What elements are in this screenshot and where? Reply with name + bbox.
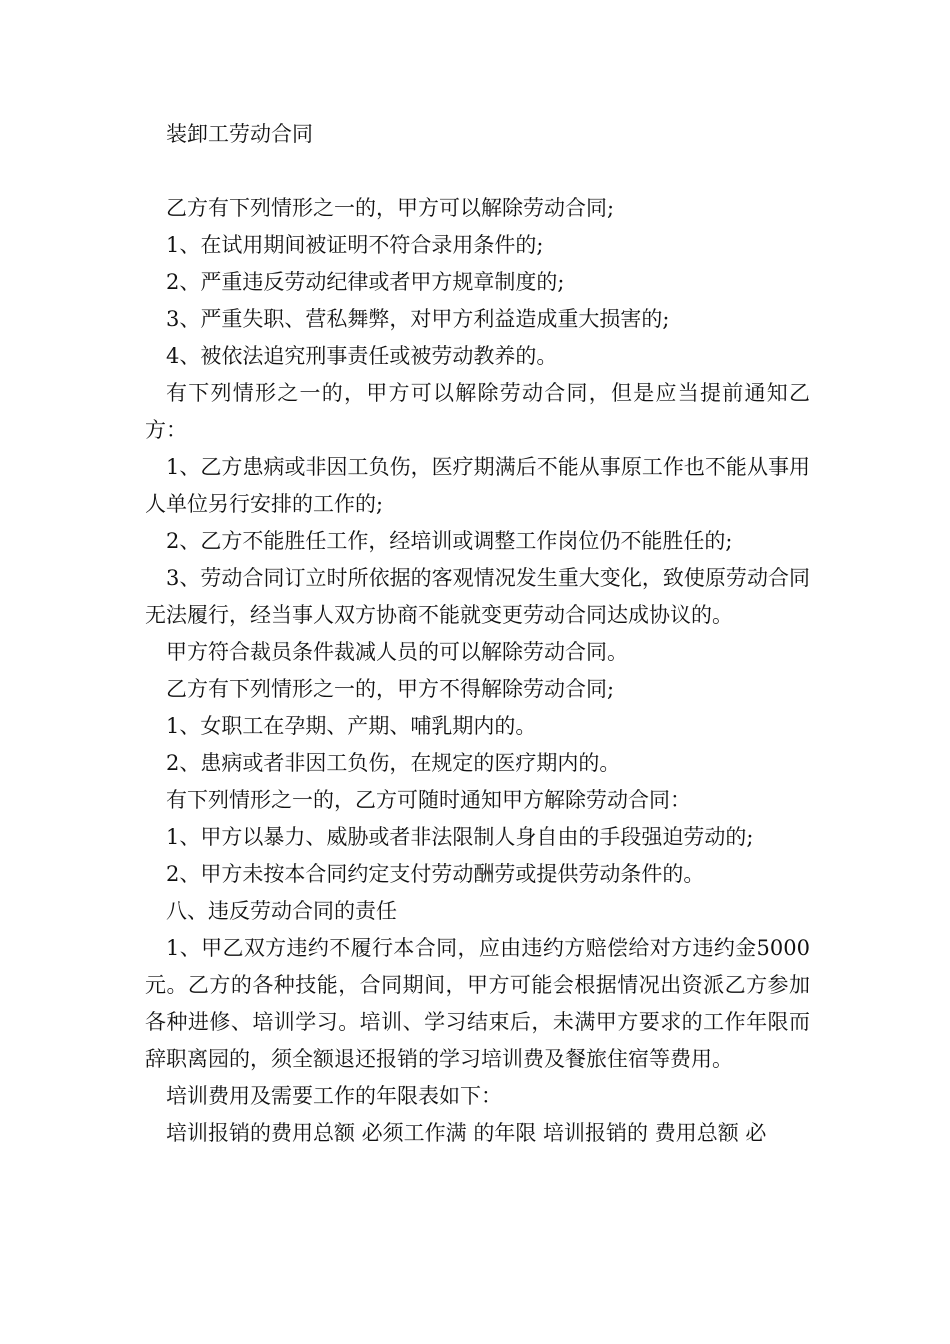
paragraph-10: 甲方符合裁员条件裁减人员的可以解除劳动合同。 [166, 640, 628, 664]
paragraph-19: 培训费用及需要工作的年限表如下： [166, 1084, 502, 1108]
paragraph-4: 3、严重失职、营私舞弊，对甲方利益造成重大损害的; [166, 307, 670, 331]
paragraph-3: 2、严重违反劳动纪律或者甲方规章制度的; [166, 270, 565, 294]
paragraph-7: 1、乙方患病或非因工负伤，医疗期满后不能从事原工作也不能从事用人单位另行安排的工作的; [145, 455, 810, 516]
paragraph-11: 乙方有下列情形之一的，甲方不得解除劳动合同; [166, 677, 615, 701]
paragraph-1: 乙方有下列情形之一的，甲方可以解除劳动合同; [166, 196, 615, 220]
table-header-line: 培训报销的费用总额 必须工作满 的年限 培训报销的 费用总额 必 [166, 1121, 767, 1145]
document-title: 装卸工劳动合同 [166, 122, 313, 146]
paragraph-5: 4、被依法追究刑事责任或被劳动教养的。 [166, 344, 558, 368]
paragraph-13: 2、患病或者非因工负伤，在规定的医疗期内的。 [166, 751, 621, 775]
paragraph-18: 1、甲乙双方违约不履行本合同，应由违约方赔偿给对方违约金5000元。乙方的各种技能，合同期间，甲方可能会根据情况出资派乙方参加各种进修、培训学习。培训、学习结束后，未满甲方要求的工作年限而辞职离园的，须全额退还报销的学习培训费及餐旅住宿等费用。 [145, 936, 810, 1071]
paragraph-12: 1、女职工在孕期、产期、哺乳期内的。 [166, 714, 537, 738]
document-body [145, 116, 810, 1152]
paragraph-8: 2、乙方不能胜任工作，经培训或调整工作岗位仍不能胜任的; [166, 529, 733, 553]
paragraph-16: 2、甲方未按本合同约定支付劳动酬劳或提供劳动条件的。 [166, 862, 705, 886]
paragraph-9: 3、劳动合同订立时所依据的客观情况发生重大变化，致使原劳动合同无法履行，经当事人双方协商不能就变更劳动合同达成协议的。 [145, 566, 810, 627]
section-heading-8: 八、违反劳动合同的责任 [166, 899, 397, 923]
paragraph-15: 1、甲方以暴力、威胁或者非法限制人身自由的手段强迫劳动的; [166, 825, 754, 849]
paragraph-14: 有下列情形之一的，乙方可随时通知甲方解除劳动合同： [166, 788, 691, 812]
paragraph-6: 有下列情形之一的，甲方可以解除劳动合同，但是应当提前通知乙方： [145, 381, 810, 442]
paragraph-2: 1、在试用期间被证明不符合录用条件的; [166, 233, 544, 257]
